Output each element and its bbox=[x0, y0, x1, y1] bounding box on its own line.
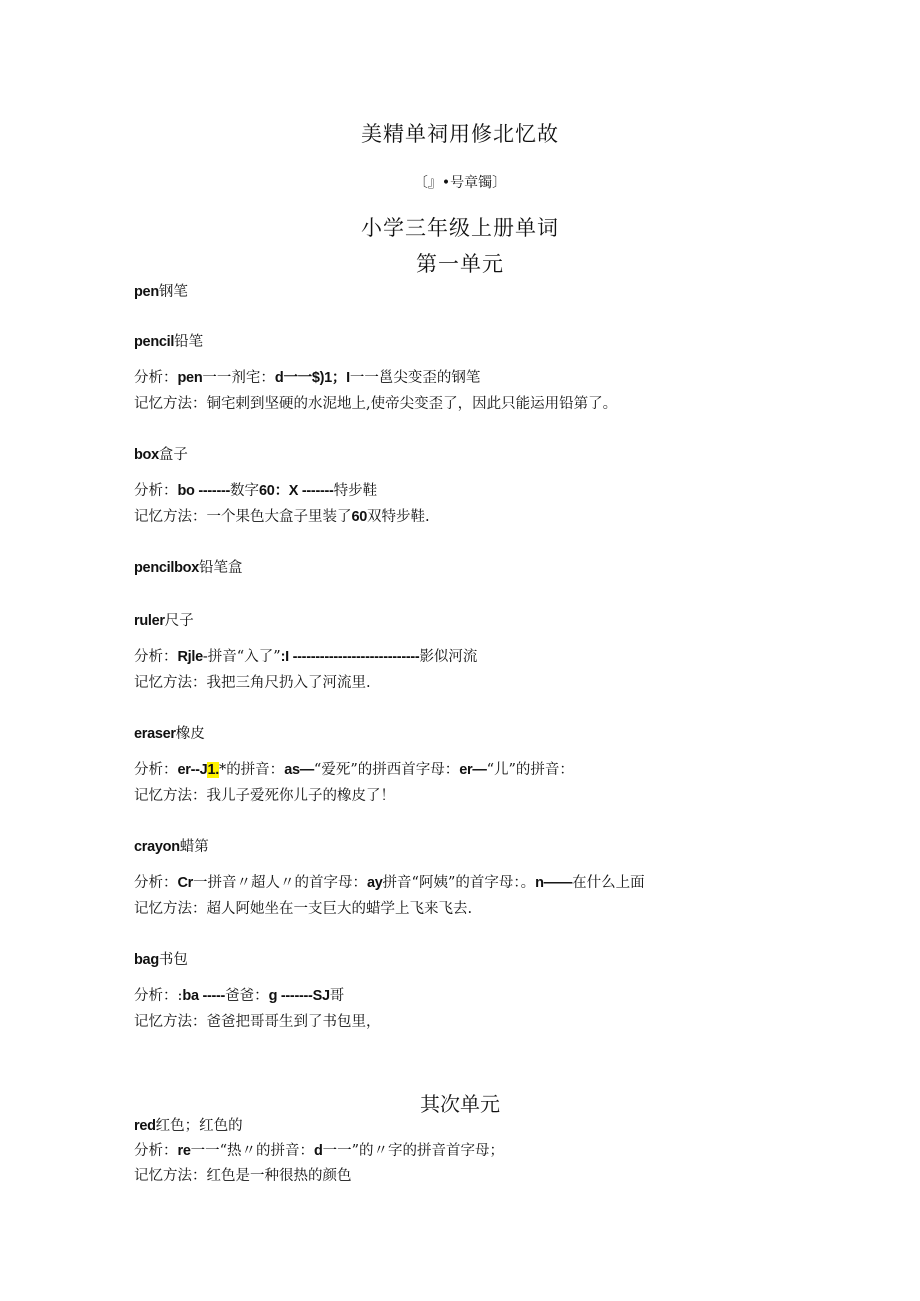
document-subtitle: 〔』•号章镯〕 bbox=[413, 175, 507, 191]
analysis-part: d bbox=[314, 1143, 323, 1159]
analysis-part: ay bbox=[367, 875, 383, 891]
analysis-line bbox=[134, 368, 480, 388]
analysis-label: 分析： bbox=[134, 875, 178, 891]
vocab-entry-red bbox=[134, 1116, 243, 1136]
memory-method-line: 记忆方法：铜宅剌到坚硬的水泥地上,使帝尖变歪了，因此只能运用铅第了。 bbox=[134, 396, 618, 412]
memory-method-line: 记忆方法：爸爸把哥哥生到了书包里， bbox=[134, 1014, 381, 1030]
analysis-label: 分析： bbox=[134, 370, 178, 386]
chinese-meaning: 铅笔盒 bbox=[198, 560, 243, 576]
analysis-part: Cr bbox=[177, 875, 194, 891]
chinese-meaning: 盒子 bbox=[158, 447, 188, 463]
chinese-meaning: 钢笔 bbox=[158, 284, 188, 300]
analysis-part: as— bbox=[284, 762, 314, 778]
analysis-part: er— bbox=[459, 762, 487, 778]
analysis-part: pen bbox=[177, 370, 203, 386]
memory-method-line bbox=[134, 507, 430, 527]
analysis-label: 分析： bbox=[134, 649, 178, 665]
vocab-entry-eraser bbox=[134, 724, 205, 744]
chinese-meaning: 书包 bbox=[158, 952, 188, 968]
analysis-part: 爸爸： bbox=[225, 988, 269, 1004]
analysis-part: 哥 bbox=[329, 988, 345, 1004]
analysis-part: 数字 bbox=[230, 483, 260, 499]
analysis-part: 的拼音： bbox=[226, 762, 285, 778]
analysis-part: 影似河流 bbox=[419, 649, 478, 665]
analysis-label: 分析： bbox=[134, 1143, 178, 1159]
analysis-part: re bbox=[177, 1143, 191, 1159]
memory-method-line: 记忆方法：我把三角尺扔入了河流里. bbox=[134, 675, 371, 691]
page-heading: 小学三年级上册单词 bbox=[361, 216, 559, 240]
analysis-line bbox=[134, 873, 645, 893]
analysis-part: 一一剂宅： bbox=[202, 370, 275, 386]
analysis-part: 一一“热〃的拼音： bbox=[190, 1143, 315, 1159]
analysis-part: 在什么上面 bbox=[572, 875, 645, 891]
chinese-meaning: 蜡第 bbox=[179, 839, 209, 855]
vocab-entry-crayon bbox=[134, 837, 209, 857]
analysis-part: ba ----- bbox=[182, 988, 226, 1004]
analysis-part: 一一邕尖变歪的钢笔 bbox=[349, 370, 481, 386]
english-word: bag bbox=[134, 952, 159, 968]
analysis-part: g -------SJ bbox=[268, 988, 330, 1004]
document-title: 美精单祠用修北忆故 bbox=[361, 122, 559, 146]
analysis-part: 一拼音〃超人〃的首字母： bbox=[193, 875, 368, 891]
analysis-part: 60：X ------- bbox=[259, 483, 334, 499]
analysis-part: 特步鞋 bbox=[333, 483, 378, 499]
analysis-line bbox=[134, 986, 344, 1006]
english-word: pen bbox=[134, 284, 159, 300]
analysis-part: n—— bbox=[535, 875, 573, 891]
analysis-part: Rjle bbox=[177, 649, 203, 665]
chinese-meaning: 红色；红色的 bbox=[155, 1118, 243, 1134]
analysis-part: :I ---------------------------- bbox=[280, 649, 420, 665]
unit-one-heading: 第一单元 bbox=[416, 252, 504, 276]
english-word: pencilbox bbox=[134, 560, 199, 576]
analysis-part: “儿”的拼音： bbox=[486, 762, 574, 778]
analysis-label: 分析：: bbox=[134, 988, 183, 1004]
highlighted-text: 1. bbox=[207, 762, 219, 778]
english-word: eraser bbox=[134, 726, 176, 742]
analysis-line bbox=[134, 481, 377, 501]
analysis-label: 分析： bbox=[134, 762, 178, 778]
memory-method-line: 记忆方法：超人阿她坐在一支巨大的蜡学上飞来飞去. bbox=[134, 901, 473, 917]
analysis-line bbox=[134, 1141, 504, 1161]
analysis-line bbox=[134, 647, 477, 667]
memory-method-line: 记忆方法：我儿子爱死你儿子的橡皮了！ bbox=[134, 788, 395, 804]
analysis-part: -拼音“入了” bbox=[202, 649, 281, 665]
analysis-part: er--J bbox=[177, 762, 208, 778]
analysis-line bbox=[134, 760, 574, 780]
memory-part: 60 bbox=[351, 509, 368, 525]
chinese-meaning: 尺子 bbox=[164, 613, 194, 629]
english-word: red bbox=[134, 1118, 156, 1134]
memory-part: 双特步鞋. bbox=[367, 509, 430, 525]
analysis-part: “爱死”的拼西首字母： bbox=[313, 762, 460, 778]
chinese-meaning: 铅笔 bbox=[174, 334, 204, 350]
vocab-entry-pen bbox=[134, 282, 188, 302]
analysis-part: bo ------- bbox=[177, 483, 231, 499]
analysis-part: * bbox=[218, 762, 227, 778]
vocab-entry-box bbox=[134, 445, 188, 465]
vocab-entry-pencil bbox=[134, 332, 203, 352]
chinese-meaning: 橡皮 bbox=[175, 726, 205, 742]
vocab-entry-ruler bbox=[134, 611, 194, 631]
analysis-part: d一一$)1；I bbox=[274, 370, 350, 386]
english-word: box bbox=[134, 447, 159, 463]
unit-two-heading: 其次单元 bbox=[420, 1092, 500, 1116]
english-word: pencil bbox=[134, 334, 175, 350]
analysis-part: 一一”的〃字的拼音首字母； bbox=[322, 1143, 505, 1159]
english-word: ruler bbox=[134, 613, 165, 629]
memory-part: 记忆方法：一个果色大盒子里装了 bbox=[134, 509, 352, 525]
analysis-part: 拼音“阿姨”的首字母：。 bbox=[382, 875, 536, 891]
vocab-entry-pencilbox bbox=[134, 558, 242, 578]
vocab-entry-bag bbox=[134, 950, 188, 970]
analysis-label: 分析： bbox=[134, 483, 178, 499]
memory-method-line: 记忆方法：红色是一种很热的颜色 bbox=[134, 1168, 352, 1184]
english-word: crayon bbox=[134, 839, 180, 855]
